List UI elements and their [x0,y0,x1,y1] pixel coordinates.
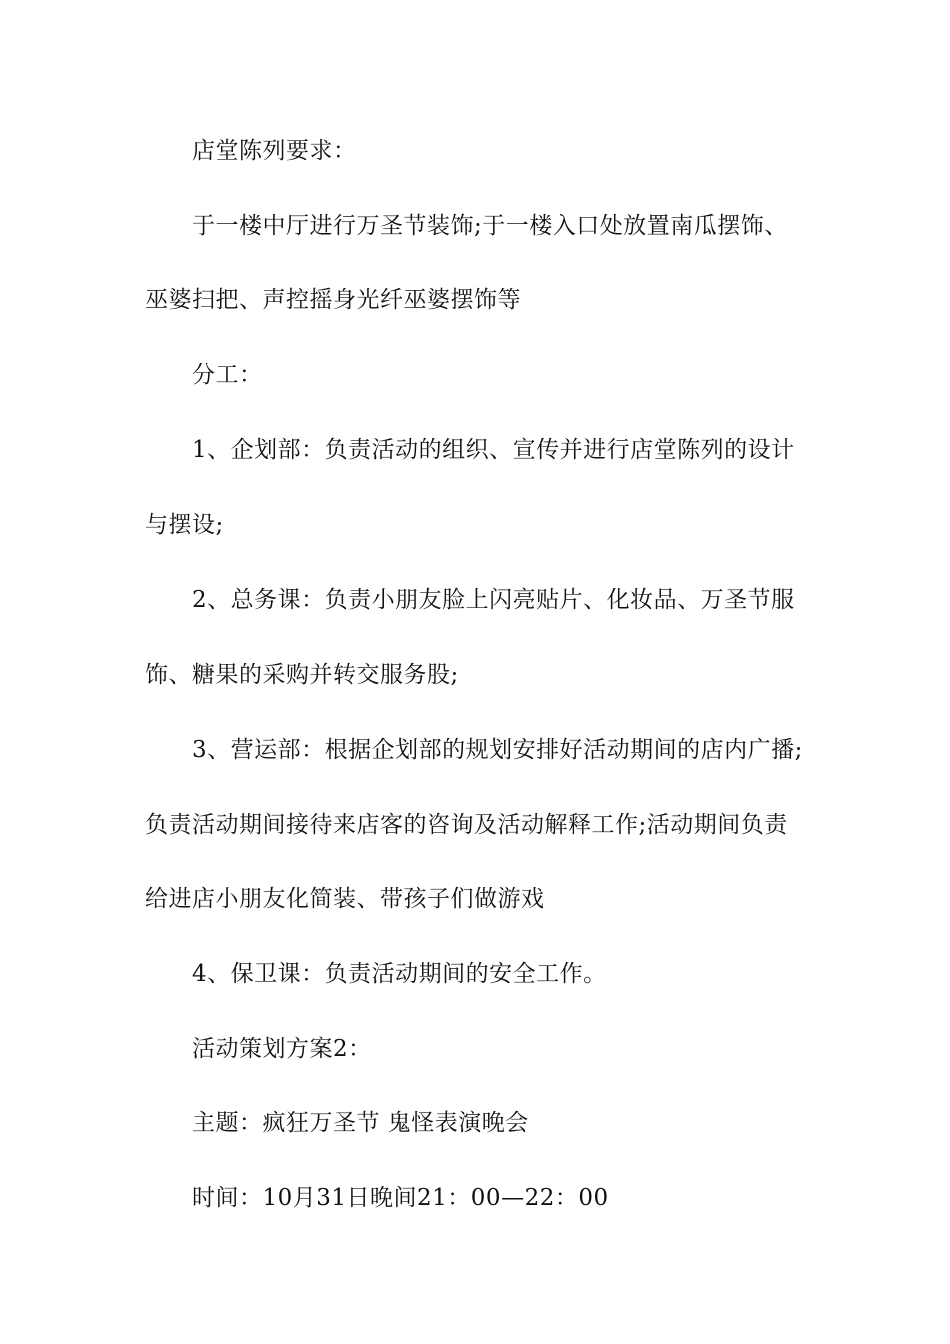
list-item-2-continued: 饰、糖果的采购并转交服务股; [145,662,459,688]
section-heading-plan-2: 活动策划方案2： [192,1036,372,1062]
list-item-2: 2、总务课：负责小朋友脸上闪亮贴片、化妆品、万圣节服 [192,587,795,613]
theme-line: 主题：疯狂万圣节 鬼怪表演晚会 [192,1110,529,1136]
heading-display-requirements: 店堂陈列要求： [192,138,357,164]
list-item-3-continued: 负责活动期间接待来店客的咨询及活动解释工作;活动期间负责 [145,812,788,838]
list-item-4: 4、保卫课：负责活动期间的安全工作。 [192,961,607,987]
list-item-3-continued: 给进店小朋友化简装、带孩子们做游戏 [145,886,545,912]
paragraph-line: 巫婆扫把、声控摇身光纤巫婆摆饰等 [145,287,521,313]
heading-division-of-labor: 分工： [192,362,263,388]
list-item-1-continued: 与摆设; [145,512,224,538]
list-item-1: 1、企划部：负责活动的组织、宣传并进行店堂陈列的设计 [192,437,795,463]
time-line: 时间：10月31日晚间21：00—22：00 [192,1185,609,1211]
paragraph-line: 于一楼中厅进行万圣节装饰;于一楼入口处放置南瓜摆饰、 [192,213,788,239]
list-item-3: 3、营运部：根据企划部的规划安排好活动期间的店内广播; [192,737,803,763]
